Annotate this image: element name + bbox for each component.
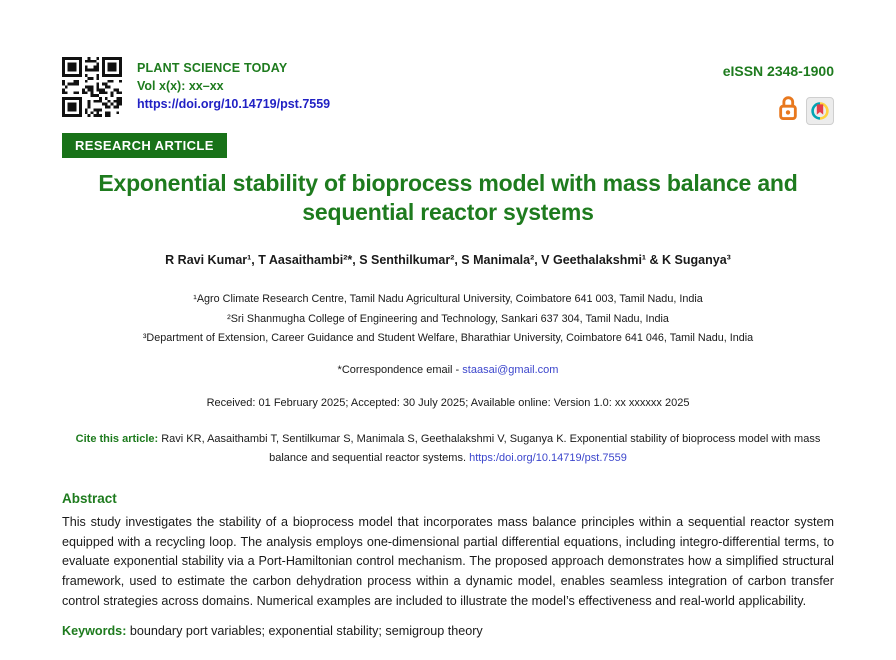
keywords-text: boundary port variables; exponential stability; semigroup theory [129,623,483,638]
cite-text: Ravi KR, Aasaithambi T, Sentilkumar S, Manimala S, Geethalakshmi V, Suganya K. Exponential stability of bioprocess model with mass balance and sequential reactor systems. [161,432,821,464]
journal-name: PLANT SCIENCE TODAY [137,61,288,75]
citation-block [62,430,834,469]
cite-label: Cite this article: [75,432,162,445]
keywords-line [62,624,834,638]
masthead [62,57,834,127]
affiliation-1: ¹Agro Climate Research Centre, Tamil Nadu Agricultural University, Coimbatore 641 003, Tamil Nadu, India [193,293,703,306]
volume-issue: Vol x(x): xx–xx [137,79,224,93]
qr-code-icon [62,57,122,117]
article-title: Exponential stability of bioprocess model with mass balance and sequential reactor systems [98,170,798,226]
open-access-icon [777,94,799,127]
keywords-label: Keywords: [62,623,130,638]
abstract-text: This study investigates the stability of a bioprocess model that incorporates mass balance principles within a sequential reactor system equipped with a recycling loop. The analysis employs one-dimensional partial differential equations, including integro-differential terms, to evaluate exponential stability via a Port-Hamiltonian control mechanism. The proposed approach demonstrates how a simplified structural framework, used to estimate the carbon dehydration process within a dynamic model, enables seamless integration of carbon transfer control strategies across domains. Numerical examples are included to illustrate the model’s effectiveness and real-world applicability. [62,515,834,608]
correspondence-line [62,364,834,376]
header-doi-link[interactable]: https://doi.org/10.14719/pst.7559 [137,97,331,111]
affiliations [62,290,834,348]
abstract-heading: Abstract [62,491,117,507]
authors-line: R Ravi Kumar¹, T Aasaithambi²*, S Senthilkumar², S Manimala², V Geethalakshmi¹ & K Suganya³ [165,253,731,268]
eissn: eISSN 2348-1900 [722,63,834,79]
correspondence-label: *Correspondence email - [337,363,463,376]
crossmark-icon[interactable] [806,97,834,125]
article-type-badge: RESEARCH ARTICLE [62,133,227,158]
affiliation-2: ²Sri Shanmugha College of Engineering and Technology, Sankari 637 304, Tamil Nadu, India [227,312,669,325]
dates-line: Received: 01 February 2025; Accepted: 30 July 2025; Available online: Version 1.0: xx xxxxxx 2025 [206,396,690,409]
affiliation-3: ³Department of Extension, Career Guidance and Student Welfare, Bharathiar University, Coimbatore 641 046, Tamil Nadu, India [142,332,754,345]
correspondence-email-link[interactable]: staasai@gmail.com [462,363,559,376]
cite-doi-link[interactable]: https:/doi.org/10.14719/pst.7559 [469,451,627,464]
